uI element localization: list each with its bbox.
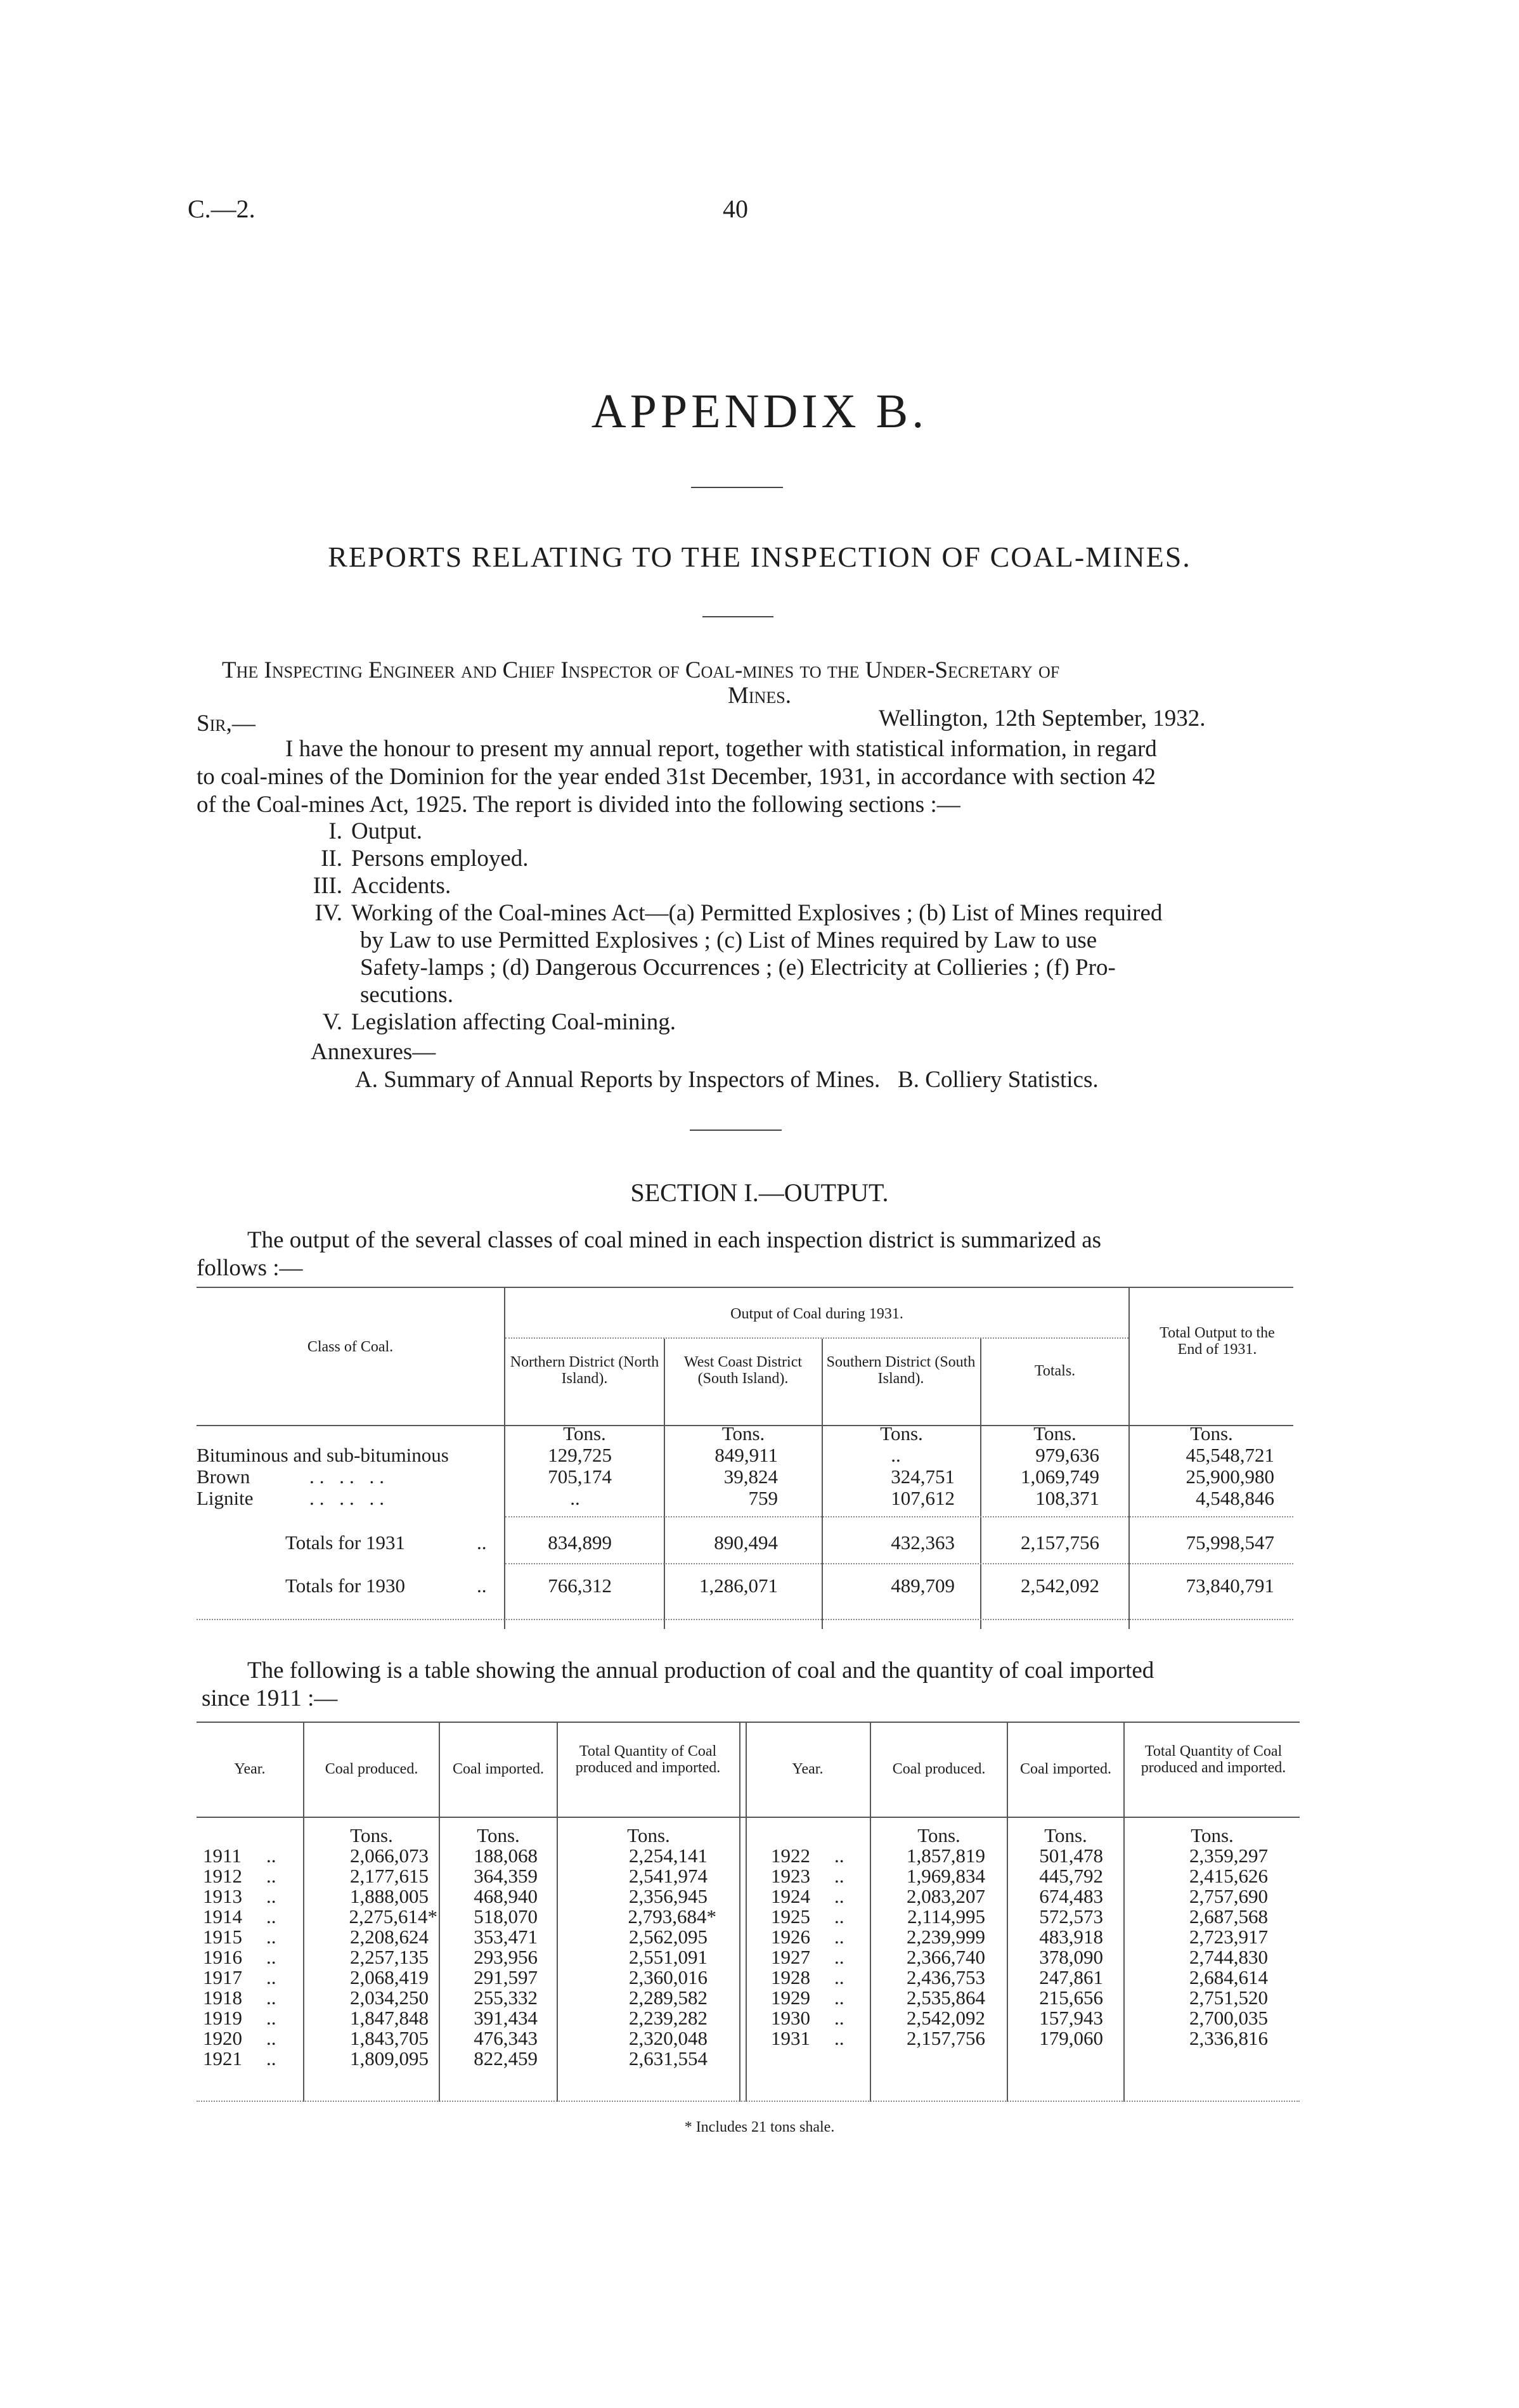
cell-produced: 1,969,834: [907, 1865, 985, 1887]
cell-year: 1918: [203, 1986, 242, 2009]
cell-produced: 2,366,740: [907, 1946, 985, 1968]
table-row: [197, 1988, 739, 2008]
table-row: [746, 1927, 1300, 1947]
col-header-total: Total Quantity of Coal produced and imported.: [575, 1743, 721, 1776]
section-text: Output.: [351, 818, 423, 844]
col-header-year: Year.: [792, 1761, 824, 1777]
leader-dots: ..: [266, 1905, 276, 1928]
section-item: [285, 954, 1300, 981]
cell-imported: 353,471: [474, 1926, 538, 1948]
cell-produced: 2,034,250: [350, 1986, 429, 2009]
cell-produced: 2,542,092: [907, 2007, 985, 2029]
cell-total: 2,359,297: [1189, 1845, 1268, 1867]
table-row: [746, 1947, 1300, 1967]
section-text: Safety-lamps ; (d) Dangerous Occurrences ; (e) Electricity at Collieries ; (f) Pro-: [360, 955, 1116, 981]
cell-northern: 129,725: [548, 1444, 612, 1466]
cell-year: 1914: [203, 1905, 242, 1928]
col-header-class: Class of Coal.: [307, 1339, 394, 1355]
unit-label: Tons.: [1191, 1824, 1234, 1846]
cell-produced: 2,257,135: [350, 1946, 429, 1968]
output-table: [197, 1287, 1293, 1629]
annexures-list: A. Summary of Annual Reports by Inspectors of Mines. B. Colliery Statistics.: [355, 1067, 1099, 1093]
table-row: [197, 1927, 739, 1947]
cell-imported: 476,343: [474, 2027, 538, 2049]
cell-year: 1922: [771, 1845, 810, 1867]
cell-total: 2,356,945: [629, 1885, 708, 1907]
section-text: Accidents.: [351, 873, 451, 899]
col-header-westcoast: West Coast District (South Island).: [683, 1354, 803, 1387]
cell-total: 2,757,690: [1189, 1885, 1268, 1907]
leader-dots: ..: [834, 1905, 844, 1928]
unit-label: Tons.: [477, 1824, 520, 1846]
leader-dots: ..: [266, 1946, 276, 1968]
table-row: [197, 1866, 739, 1886]
cell-total: 2,793,684*: [628, 1905, 716, 1928]
cell-imported: 501,478: [1039, 1845, 1103, 1867]
cell-produced: 2,177,615: [350, 1865, 429, 1887]
table-row: [746, 1967, 1300, 1988]
cell-total-output: 75,998,547: [1186, 1531, 1274, 1554]
footnote: * Includes 21 tons shale.: [684, 2119, 835, 2135]
unit-label: Tons.: [917, 1824, 960, 1846]
table-rule: [197, 1619, 1293, 1620]
cell-northern: ..: [570, 1487, 580, 1509]
table-row: [746, 2008, 1300, 2028]
row-class: Bituminous and sub-bituminous: [197, 1444, 449, 1466]
cell-southern: ..: [891, 1444, 901, 1466]
section-item: [285, 845, 1300, 872]
production-intro-cont: since 1911 :—: [202, 1685, 338, 1711]
annexures-label: Annexures—: [311, 1039, 436, 1065]
cell-westcoast: 890,494: [714, 1531, 778, 1554]
leader-dots: ..: [477, 1574, 487, 1597]
place-date: Wellington, 12th September, 1932.: [879, 705, 1206, 731]
section-item: [285, 872, 1300, 899]
unit-label: Tons.: [721, 1422, 765, 1445]
cell-total: 2,254,141: [629, 1845, 708, 1867]
section-text: Legislation affecting Coal-mining.: [351, 1009, 676, 1035]
cell-imported: 247,861: [1039, 1966, 1103, 1988]
divider: [702, 616, 773, 617]
production-left-rows: [197, 1846, 739, 2069]
cell-produced: 2,157,756: [907, 2027, 985, 2049]
report-title: REPORTS RELATING TO THE INSPECTION OF COAL-MINES.: [328, 541, 1191, 573]
cell-year: 1921: [203, 2047, 242, 2070]
section-item: [285, 818, 1300, 845]
table-rule: [505, 1337, 1128, 1339]
table-rule: [664, 1339, 665, 1425]
leader-dots: ..: [477, 1531, 487, 1554]
section-number: IV.: [314, 900, 342, 926]
cell-imported: 468,940: [474, 1885, 538, 1907]
letter-addressee-cont: Mines.: [728, 683, 791, 709]
cell-year: 1931: [771, 2027, 810, 2049]
cell-imported: 572,573: [1039, 1905, 1103, 1928]
cell-total: 2,541,974: [629, 1865, 708, 1887]
cell-total: 2,289,582: [629, 1986, 708, 2009]
col-header-group: Output of Coal during 1931.: [730, 1306, 903, 1322]
appendix-title: APPENDIX B.: [591, 385, 928, 438]
cell-produced: 2,114,995: [907, 1905, 985, 1928]
leader-dots: ..: [834, 2007, 844, 2029]
col-header-totals: Totals.: [1034, 1363, 1076, 1379]
cell-totals: 2,157,756: [1021, 1531, 1099, 1554]
totals-1931-label: Totals for 1931: [285, 1531, 405, 1554]
cell-total-output: 45,548,721: [1186, 1444, 1274, 1466]
cell-produced: 2,208,624: [350, 1926, 429, 1948]
cell-total: 2,320,048: [629, 2027, 708, 2049]
section-text: Persons employed.: [351, 846, 529, 872]
col-header-total: Total Quantity of Coal produced and imported.: [1141, 1743, 1286, 1776]
table-rule: [197, 1722, 1300, 1723]
cell-year: 1929: [771, 1986, 810, 2009]
cell-year: 1916: [203, 1946, 242, 1968]
col-header-imported: Coal imported.: [1020, 1761, 1111, 1777]
cell-year: 1928: [771, 1966, 810, 1988]
cell-year: 1917: [203, 1966, 242, 1988]
cell-imported: 255,332: [474, 1986, 538, 2009]
cell-imported: 378,090: [1039, 1946, 1103, 1968]
cell-imported: 188,068: [474, 1845, 538, 1867]
cell-year: 1927: [771, 1946, 810, 1968]
leader-dots: ..: [266, 1986, 276, 2009]
table-row: [746, 1846, 1300, 1866]
unit-label: Tons.: [1044, 1824, 1087, 1846]
col-header-total-output: Total Output to the End of 1931.: [1160, 1325, 1275, 1358]
leader-dots: ..: [834, 1865, 844, 1887]
table-row: [197, 2049, 739, 2069]
table-row: [197, 1967, 739, 1988]
section-number: III.: [313, 873, 342, 899]
cell-total: 2,700,035: [1189, 2007, 1268, 2029]
cell-year: 1930: [771, 2007, 810, 2029]
leader-dots: ..: [266, 1865, 276, 1887]
letter-body-line: to coal-mines of the Dominion for the year ended 31st December, 1931, in accordance with section 42: [197, 764, 1156, 790]
cell-northern: 705,174: [548, 1465, 612, 1488]
cell-westcoast: 759: [748, 1487, 778, 1509]
table-row: [197, 1907, 739, 1927]
col-header-southern: Southern District (South Island).: [826, 1354, 976, 1387]
leader-dots: ..: [266, 1966, 276, 1988]
cell-total: 2,360,016: [629, 1966, 708, 1988]
unit-label: Tons.: [350, 1824, 393, 1846]
divider: [691, 487, 783, 488]
table-row: [197, 2008, 739, 2028]
cell-totals: 108,371: [1035, 1487, 1099, 1509]
cell-produced: 1,847,848: [350, 2007, 429, 2029]
leader-dots: ..: [834, 1946, 844, 1968]
letter-body-line: I have the honour to present my annual report, together with statistical information, in regard: [285, 736, 1157, 762]
totals-1930-label: Totals for 1930: [285, 1574, 405, 1597]
cell-year: 1926: [771, 1926, 810, 1948]
table-rule: [822, 1339, 823, 1425]
cell-imported: 157,943: [1039, 2007, 1103, 2029]
unit-label: Tons.: [880, 1422, 923, 1445]
leader-dots: ..: [266, 1926, 276, 1948]
table-rule: [197, 2101, 1300, 2102]
section-heading: SECTION I.—OUTPUT.: [630, 1178, 889, 1207]
cell-totals: 1,069,749: [1021, 1465, 1099, 1488]
unit-label: Tons.: [1190, 1422, 1233, 1445]
letter-addressee: The Inspecting Engineer and Chief Inspector of Coal-mines to the Under-Secretary of: [222, 657, 1060, 683]
cell-produced: 2,068,419: [350, 1966, 429, 1988]
cell-year: 1923: [771, 1865, 810, 1887]
unit-label: Tons.: [563, 1422, 606, 1445]
cell-imported: 291,597: [474, 1966, 538, 1988]
leader-dots: .. .. ..: [309, 1465, 389, 1488]
table-row: [746, 1988, 1300, 2008]
cell-totals: 2,542,092: [1021, 1574, 1099, 1597]
cell-westcoast: 39,824: [723, 1465, 778, 1488]
leader-dots: ..: [266, 1885, 276, 1907]
cell-imported: 293,956: [474, 1946, 538, 1968]
cell-total: 2,744,830: [1189, 1946, 1268, 1968]
section-text: secutions.: [360, 982, 453, 1008]
production-right-rows: [746, 1846, 1300, 2049]
cell-produced: 2,239,999: [907, 1926, 985, 1948]
table-row: [197, 2028, 739, 2049]
cell-southern: 432,363: [891, 1531, 955, 1554]
cell-year: 1915: [203, 1926, 242, 1948]
cell-total: 2,239,282: [629, 2007, 708, 2029]
table-row: [197, 1846, 739, 1866]
table-rule: [505, 1563, 1293, 1564]
leader-dots: ..: [834, 1845, 844, 1867]
table-rule: [1128, 1287, 1130, 1425]
section-number: V.: [322, 1009, 342, 1035]
cell-totals: 979,636: [1035, 1444, 1099, 1466]
cell-northern: 766,312: [548, 1574, 612, 1597]
cell-imported: 518,070: [474, 1905, 538, 1928]
table-rule: [197, 1817, 1300, 1818]
leader-dots: .. .. ..: [309, 1487, 389, 1509]
unit-label: Tons.: [1033, 1422, 1076, 1445]
section-text: Working of the Coal-mines Act—(a) Permitted Explosives ; (b) List of Mines required: [351, 900, 1163, 926]
cell-southern: 107,612: [891, 1487, 955, 1509]
cell-westcoast: 1,286,071: [699, 1574, 778, 1597]
cell-imported: 364,359: [474, 1865, 538, 1887]
document-reference: C.—2.: [188, 195, 255, 223]
cell-total: 2,336,816: [1189, 2027, 1268, 2049]
leader-dots: ..: [266, 1845, 276, 1867]
section-text: by Law to use Permitted Explosives ; (c) List of Mines required by Law to use: [360, 927, 1097, 953]
table-rule: [980, 1339, 981, 1425]
leader-dots: ..: [834, 2027, 844, 2049]
cell-produced: 1,809,095: [350, 2047, 429, 2070]
cell-produced: 2,275,614*: [349, 1905, 437, 1928]
table-row: [746, 1907, 1300, 1927]
unit-label: Tons.: [627, 1824, 670, 1846]
cell-northern: 834,899: [548, 1531, 612, 1554]
leader-dots: ..: [834, 1986, 844, 2009]
cell-total-output: 73,840,791: [1186, 1574, 1274, 1597]
cell-produced: 2,066,073: [350, 1845, 429, 1867]
cell-southern: 324,751: [891, 1465, 955, 1488]
col-header-northern: Northern District (North Island).: [510, 1354, 659, 1387]
leader-dots: ..: [834, 1926, 844, 1948]
production-table: [197, 1722, 1300, 2102]
cell-imported: 483,918: [1039, 1926, 1103, 1948]
cell-produced: 1,843,705: [350, 2027, 429, 2049]
cell-total: 2,415,626: [1189, 1865, 1268, 1887]
cell-imported: 179,060: [1039, 2027, 1103, 2049]
table-rule: [505, 1516, 1293, 1517]
section-item: [285, 927, 1300, 954]
section-list: [285, 818, 1300, 1036]
cell-imported: 674,483: [1039, 1885, 1103, 1907]
cell-produced: 2,083,207: [907, 1885, 985, 1907]
cell-total: 2,751,520: [1189, 1986, 1268, 2009]
leader-dots: ..: [834, 1966, 844, 1988]
section-number: II.: [321, 846, 342, 872]
section-item: [285, 1008, 1300, 1036]
cell-imported: 822,459: [474, 2047, 538, 2070]
cell-total: 2,723,917: [1189, 1926, 1268, 1948]
section-item: [285, 981, 1300, 1008]
cell-produced: 1,857,819: [907, 1845, 985, 1867]
table-row: [746, 1886, 1300, 1907]
cell-total: 2,631,554: [629, 2047, 708, 2070]
table-row: [197, 1886, 739, 1907]
col-header-year: Year.: [234, 1761, 266, 1777]
leader-dots: ..: [834, 1885, 844, 1907]
leader-dots: ..: [266, 2027, 276, 2049]
production-intro: The following is a table showing the annual production of coal and the quantity of coal imported: [247, 1658, 1154, 1684]
cell-year: 1924: [771, 1885, 810, 1907]
cell-produced: 2,436,753: [907, 1966, 985, 1988]
cell-imported: 391,434: [474, 2007, 538, 2029]
cell-produced: 1,888,005: [350, 1885, 429, 1907]
leader-dots: ..: [266, 2007, 276, 2029]
table-row: [197, 1947, 739, 1967]
cell-total-output: 4,548,846: [1196, 1487, 1274, 1509]
cell-total: 2,551,091: [629, 1946, 708, 1968]
cell-imported: 215,656: [1039, 1986, 1103, 2009]
table-row: [746, 1866, 1300, 1886]
section-number: I.: [328, 818, 342, 844]
row-class: Brown: [197, 1465, 250, 1488]
cell-total: 2,687,568: [1189, 1905, 1268, 1928]
cell-year: 1913: [203, 1885, 242, 1907]
cell-year: 1911: [203, 1845, 242, 1867]
cell-total: 2,562,095: [629, 1926, 708, 1948]
cell-total-output: 25,900,980: [1186, 1465, 1274, 1488]
cell-imported: 445,792: [1039, 1865, 1103, 1887]
col-header-imported: Coal imported.: [453, 1761, 544, 1777]
cell-year: 1925: [771, 1905, 810, 1928]
cell-westcoast: 849,911: [714, 1444, 778, 1466]
section-intro: The output of the several classes of coal mined in each inspection district is summarized as: [247, 1227, 1102, 1253]
letter-body-line: of the Coal-mines Act, 1925. The report is divided into the following sections :—: [197, 792, 960, 818]
section-item: [285, 899, 1300, 927]
cell-total: 2,684,614: [1189, 1966, 1268, 1988]
col-header-produced: Coal produced.: [325, 1761, 418, 1777]
table-row: [746, 2028, 1300, 2049]
cell-year: 1920: [203, 2027, 242, 2049]
cell-southern: 489,709: [891, 1574, 955, 1597]
section-intro-cont: follows :—: [197, 1255, 303, 1281]
leader-dots: ..: [266, 2047, 276, 2070]
cell-year: 1912: [203, 1865, 242, 1887]
salutation: Sir,—: [197, 711, 255, 737]
row-class: Lignite: [197, 1487, 254, 1509]
cell-year: 1919: [203, 2007, 242, 2029]
cell-produced: 2,535,864: [907, 1986, 985, 2009]
page-number: 40: [723, 195, 748, 223]
col-header-produced: Coal produced.: [892, 1761, 986, 1777]
divider: [690, 1130, 782, 1131]
